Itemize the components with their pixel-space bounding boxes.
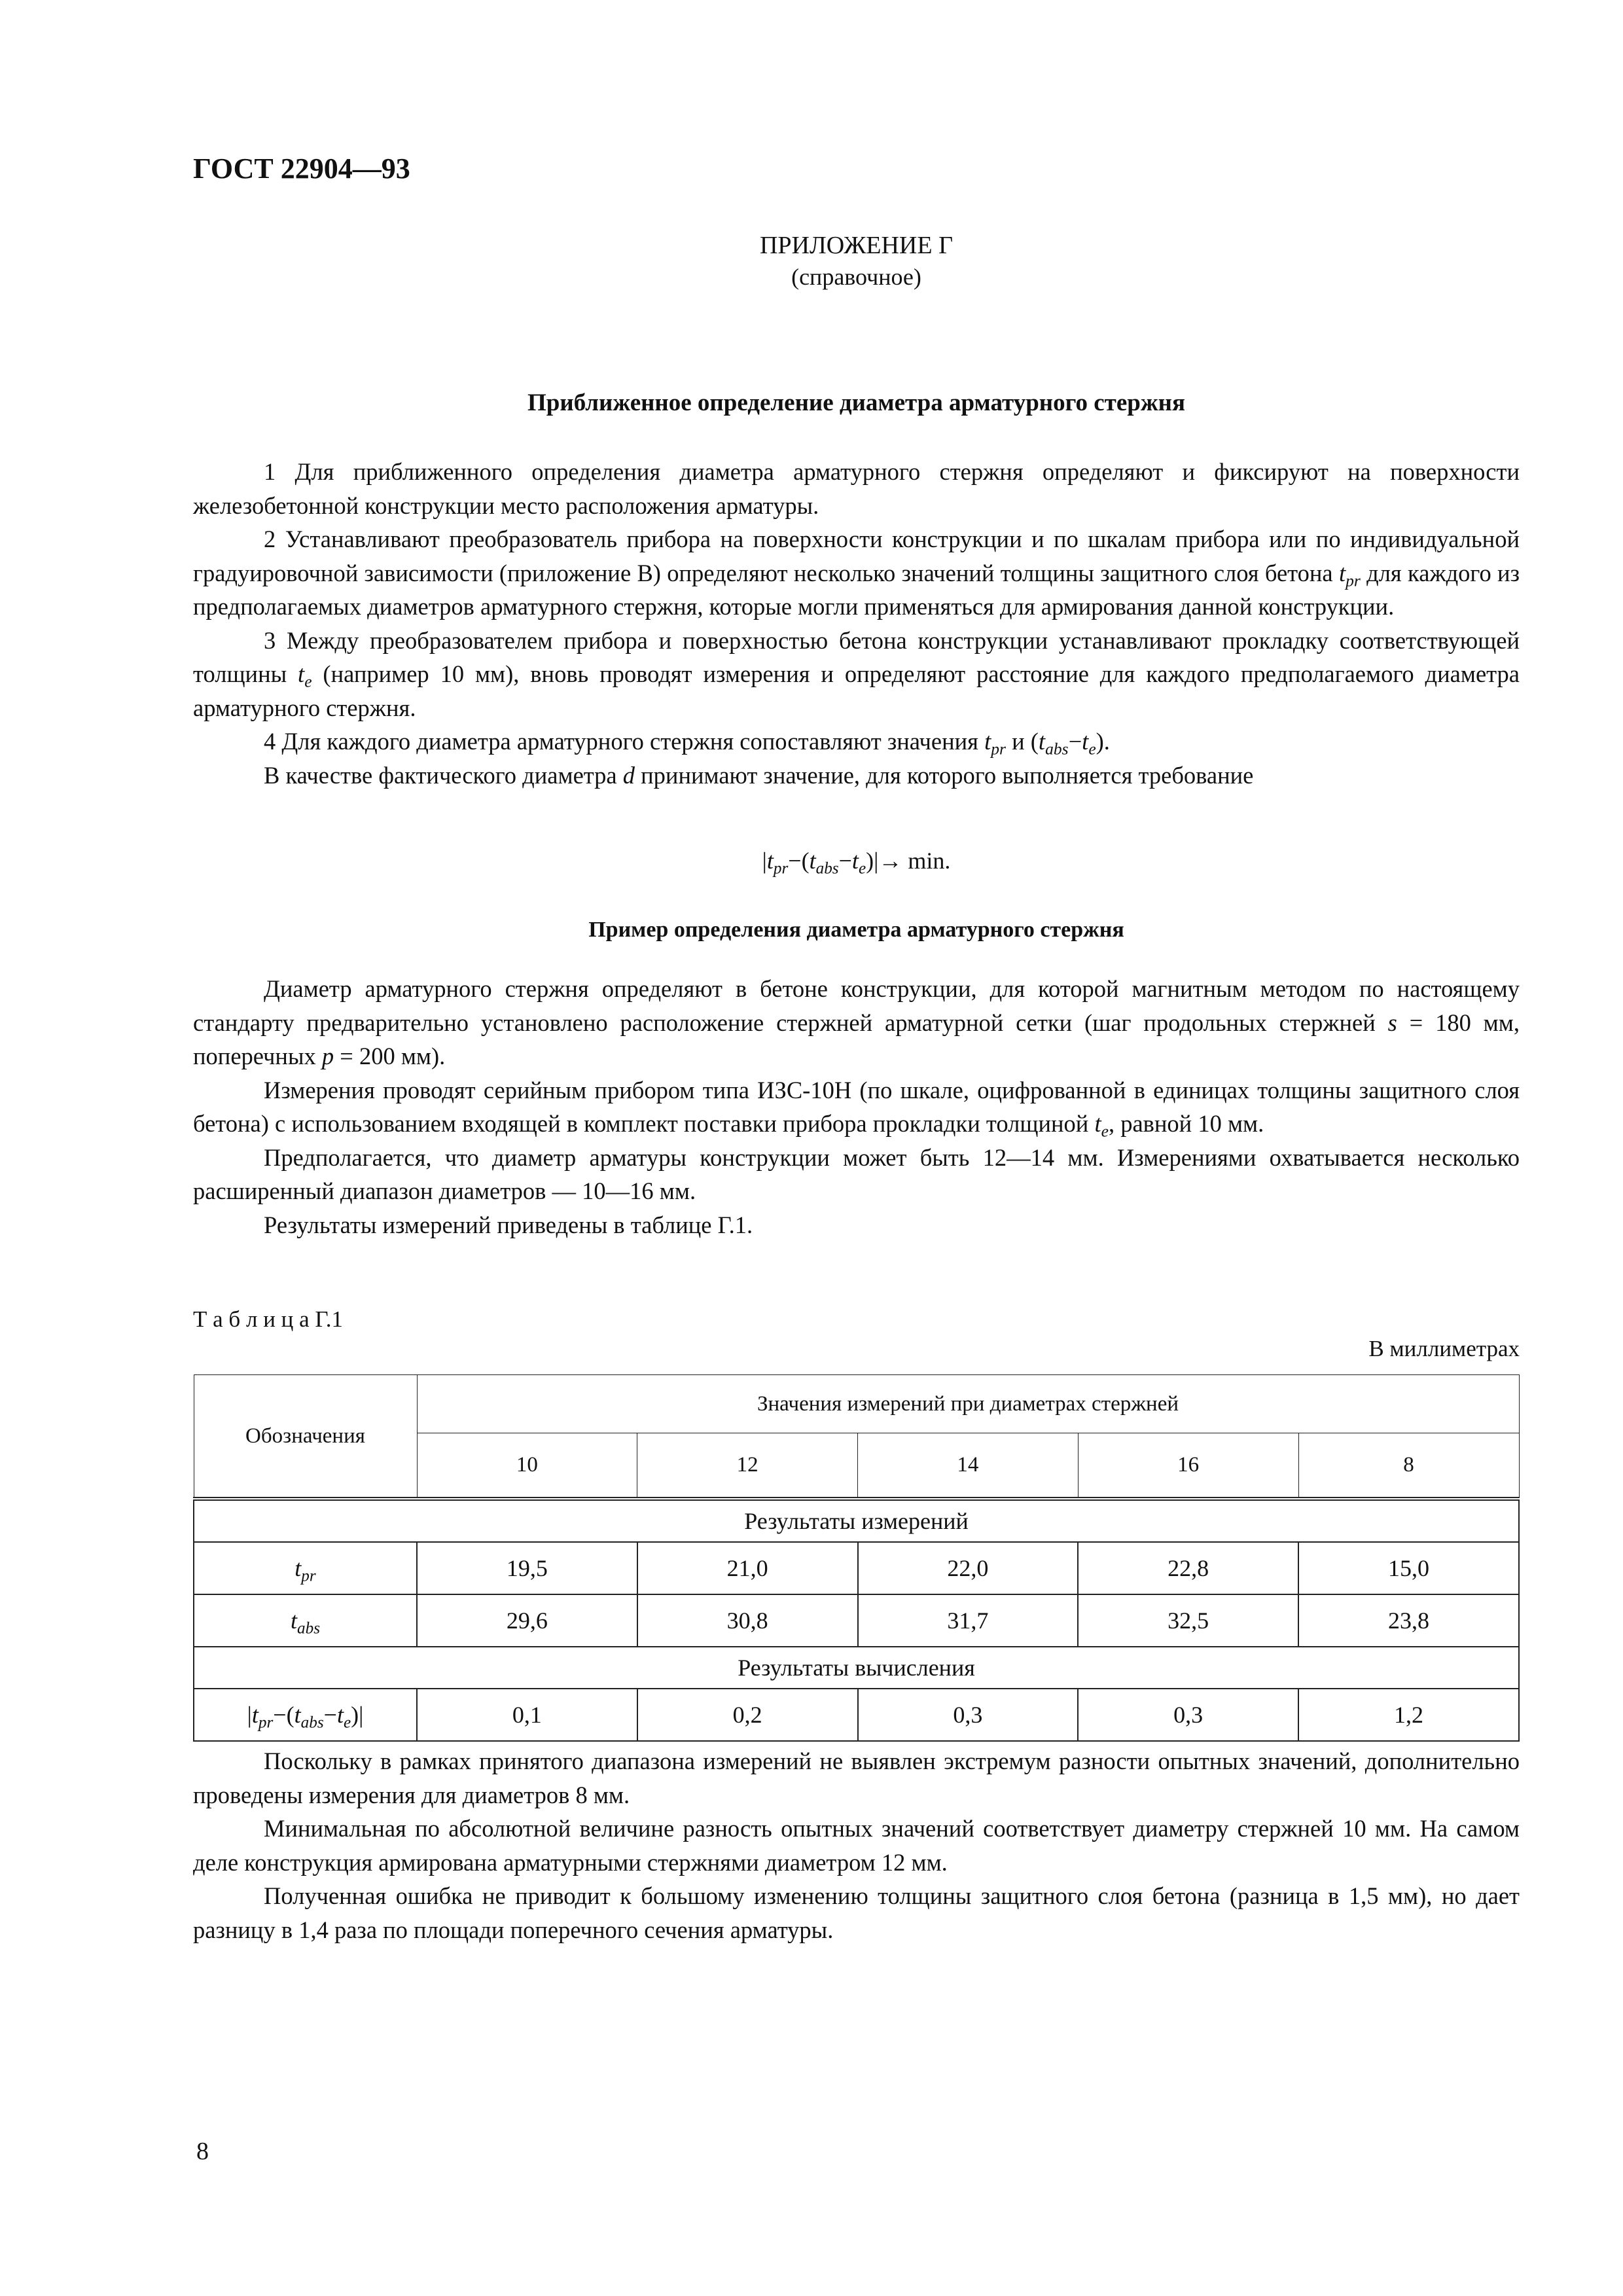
- table-units: В миллиметрах: [1368, 1336, 1520, 1361]
- header-group: Значения измерений при диаметрах стержней: [417, 1375, 1519, 1433]
- conclusion-paragraph-2: Минимальная по абсолютной величине разность опытных значений соответствует диаметру стержней 10 мм. На самом деле конструкция армирована арматурными стержнями диаметром 12 мм.: [193, 1815, 1520, 1876]
- measurements-table: [193, 1374, 1520, 1742]
- row-label-tabs: $t_{abs}$: [194, 1594, 417, 1647]
- example-paragraph-1: Диаметр арматурного стержня определяют в бетоне конструкции, для которой магнитным методом по настоящему стандарту предварительно установлено расположение стержней арматурной сетки (шаг продольных стержней s = 180 мм, поперечных p = 200 мм).: [193, 975, 1520, 1069]
- value-cell: 29,6: [417, 1594, 637, 1647]
- formula: $|t_{pr}-(t_{abs}-t_e)|\to \min$.: [762, 848, 951, 878]
- value-cell: 15,0: [1298, 1542, 1519, 1594]
- row-label-tpr: $t_{pr}$: [194, 1542, 417, 1594]
- table-row: [194, 1542, 1519, 1594]
- diameter-cell: 10: [417, 1433, 637, 1499]
- paragraph-3: 3 Между преобразователем прибора и поверхностью бетона конструкции устанавливают прокладку соответствующей толщины $t_e$ (например 10 мм), вновь проводят измерения и определяют расстояние для каждого предполагаемого диаметра арматурного стержня.: [193, 626, 1520, 721]
- value-cell: 22,8: [1078, 1542, 1298, 1594]
- appendix-subtitle: (справочное): [791, 264, 921, 290]
- example-paragraph-4: Результаты измерений приведены в таблице Г.1.: [264, 1211, 753, 1238]
- value-cell: 0,2: [637, 1689, 858, 1741]
- value-cell: 21,0: [637, 1542, 858, 1594]
- example-heading: Пример определения диаметра арматурного стержня: [588, 918, 1124, 942]
- value-cell: 32,5: [1078, 1594, 1298, 1647]
- value-cell: 0,3: [858, 1689, 1079, 1741]
- diameter-cell: 14: [858, 1433, 1079, 1499]
- example-paragraph-3: Предполагается, что диаметр арматуры конструкции может быть 12—14 мм. Измерениями охватывается несколько расширенный диапазон диаметров — 10—16 мм.: [193, 1143, 1520, 1204]
- paragraph-2: 2 Устанавливают преобразователь прибора на поверхности конструкции и по шкалам прибора или по индивидуальной градуировочной зависимости (приложение В) определяют несколько значений толщины защитного слоя бетона $t_{pr}$ для каждого из предполагаемых диаметров арматурного стержня, которые могли применяться для армирования данной конструкции.: [193, 526, 1520, 620]
- example-paragraphs: [193, 972, 1520, 1242]
- example-paragraph-2: Измерения проводят серийным прибором типа ИЗС-10Н (по шкале, оцифрованной в единицах толщины защитного слоя бетона) с использованием входящей в комплект поставки прибора прокладки толщиной $t_e$, равной 10 мм.: [193, 1076, 1520, 1141]
- section-heading: Приближенное определение диаметра арматурного стержня: [527, 389, 1185, 416]
- paragraph-4: 4 Для каждого диаметра арматурного стержня сопоставляют значения $t_{pr}$ и $(t_{abs}-t_e)$.: [264, 728, 1110, 759]
- table-row: [194, 1594, 1519, 1647]
- method-paragraphs: [193, 455, 1520, 792]
- diameter-cell: 8: [1298, 1433, 1519, 1499]
- row-label-diff: $|t_{pr}-(t_{abs}-t_e)|$: [194, 1689, 417, 1741]
- value-cell: 1,2: [1298, 1689, 1519, 1741]
- value-cell: 19,5: [417, 1542, 637, 1594]
- paragraph-5: В качестве фактического диаметра d принимают значение, для которого выполняется требование: [264, 761, 1254, 789]
- table-caption: Т а б л и ц а Г.1: [193, 1306, 343, 1332]
- appendix-title: ПРИЛОЖЕНИЕ Г: [759, 232, 954, 259]
- value-cell: 0,1: [417, 1689, 637, 1741]
- conclusion-paragraph-3: Полученная ошибка не приводит к большому изменению толщины защитного слоя бетона (разница в 1,5 мм), но дает разницу в 1,4 раза по площади поперечного сечения арматуры.: [193, 1882, 1520, 1943]
- value-cell: 0,3: [1078, 1689, 1298, 1741]
- diameter-cell: 16: [1078, 1433, 1298, 1499]
- section-measurements: Результаты измерений: [194, 1499, 1519, 1542]
- paragraph-1: 1 Для приближенного определения диаметра арматурного стержня определяют и фиксируют на поверхности железобетонной конструкции место расположения арматуры.: [193, 458, 1520, 519]
- section-calculation: Результаты вычисления: [194, 1647, 1519, 1689]
- value-cell: 30,8: [637, 1594, 858, 1647]
- conclusion-paragraph-1: Поскольку в рамках принятого диапазона измерений не выявлен экстремум разности опытных значений, дополнительно проведены измерения для диаметров 8 мм.: [193, 1748, 1520, 1808]
- value-cell: 22,0: [858, 1542, 1079, 1594]
- value-cell: 31,7: [858, 1594, 1079, 1647]
- diameter-cell: 12: [637, 1433, 858, 1499]
- table-row: [194, 1689, 1519, 1741]
- header-designations: Обозначения: [194, 1375, 417, 1499]
- conclusion-paragraphs: [193, 1744, 1520, 1946]
- value-cell: 23,8: [1298, 1594, 1519, 1647]
- page-number: 8: [196, 2138, 209, 2165]
- standard-header: ГОСТ 22904—93: [193, 152, 410, 185]
